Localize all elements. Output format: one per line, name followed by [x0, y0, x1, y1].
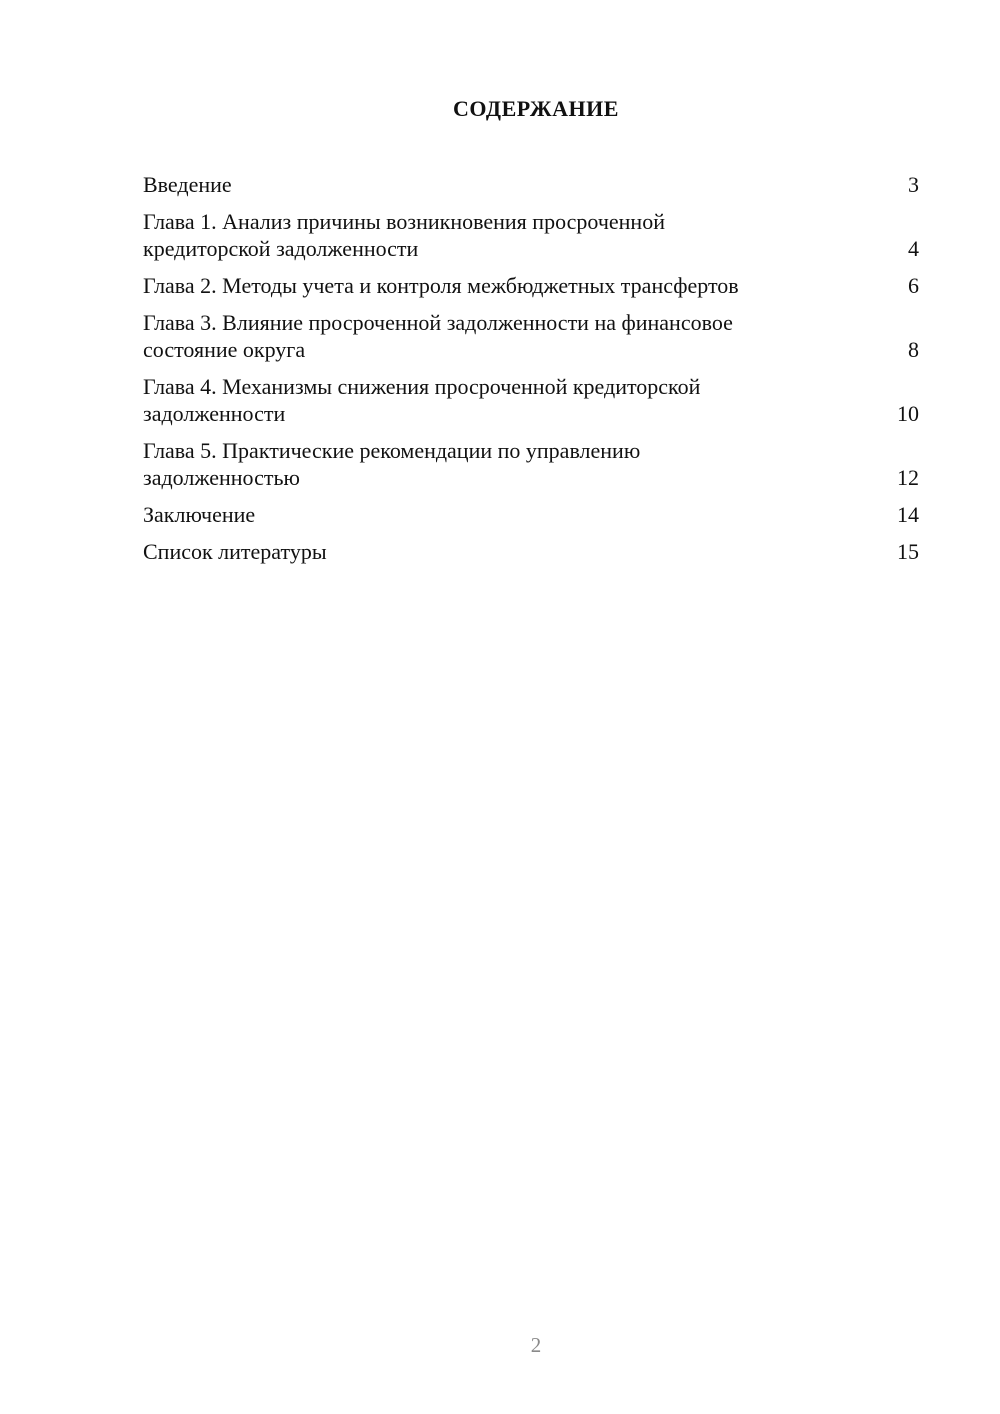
toc-entry-label: Глава 1. Анализ причины возникновения просроченной кредиторской задолженности	[143, 209, 665, 261]
toc-entry-label: Глава 4. Механизмы снижения просроченной кредиторской задолженности	[143, 374, 701, 426]
toc-entry-label: Глава 3. Влияние просроченной задолженности на финансовое состояние округа	[143, 310, 733, 362]
toc-entry-introduction	[143, 171, 919, 198]
toc-entry-chapter-4	[143, 373, 919, 427]
toc-entry-page: 8	[908, 337, 919, 362]
toc-entry-label: Глава 2. Методы учета и контроля межбюджетных трансфертов	[143, 273, 739, 298]
toc-entry-chapter-1	[143, 208, 919, 262]
toc-entry-label: Введение	[143, 172, 232, 197]
toc-entry-label: Заключение	[143, 502, 256, 527]
toc-entry-page: 10	[897, 401, 919, 426]
toc-entry-conclusion	[143, 501, 919, 528]
toc-entry-chapter-5	[143, 437, 919, 491]
toc-entry-page: 15	[897, 539, 919, 564]
toc-title: СОДЕРЖАНИЕ	[453, 96, 619, 121]
toc-entry-page: 3	[908, 172, 919, 197]
page-number: 2	[530, 1333, 542, 1357]
toc-entry-page: 6	[908, 273, 919, 298]
toc-entry-chapter-3	[143, 309, 919, 363]
toc-entry-references	[143, 538, 919, 565]
toc-entry-label: Список литературы	[143, 539, 327, 564]
toc-entry-page: 4	[908, 236, 919, 261]
toc-entry-page: 14	[897, 502, 919, 527]
table-of-contents	[143, 171, 919, 575]
toc-entry-page: 12	[897, 465, 919, 490]
toc-entry-chapter-2	[143, 272, 919, 299]
toc-entry-label: Глава 5. Практические рекомендации по управлению задолженностью	[143, 438, 641, 490]
